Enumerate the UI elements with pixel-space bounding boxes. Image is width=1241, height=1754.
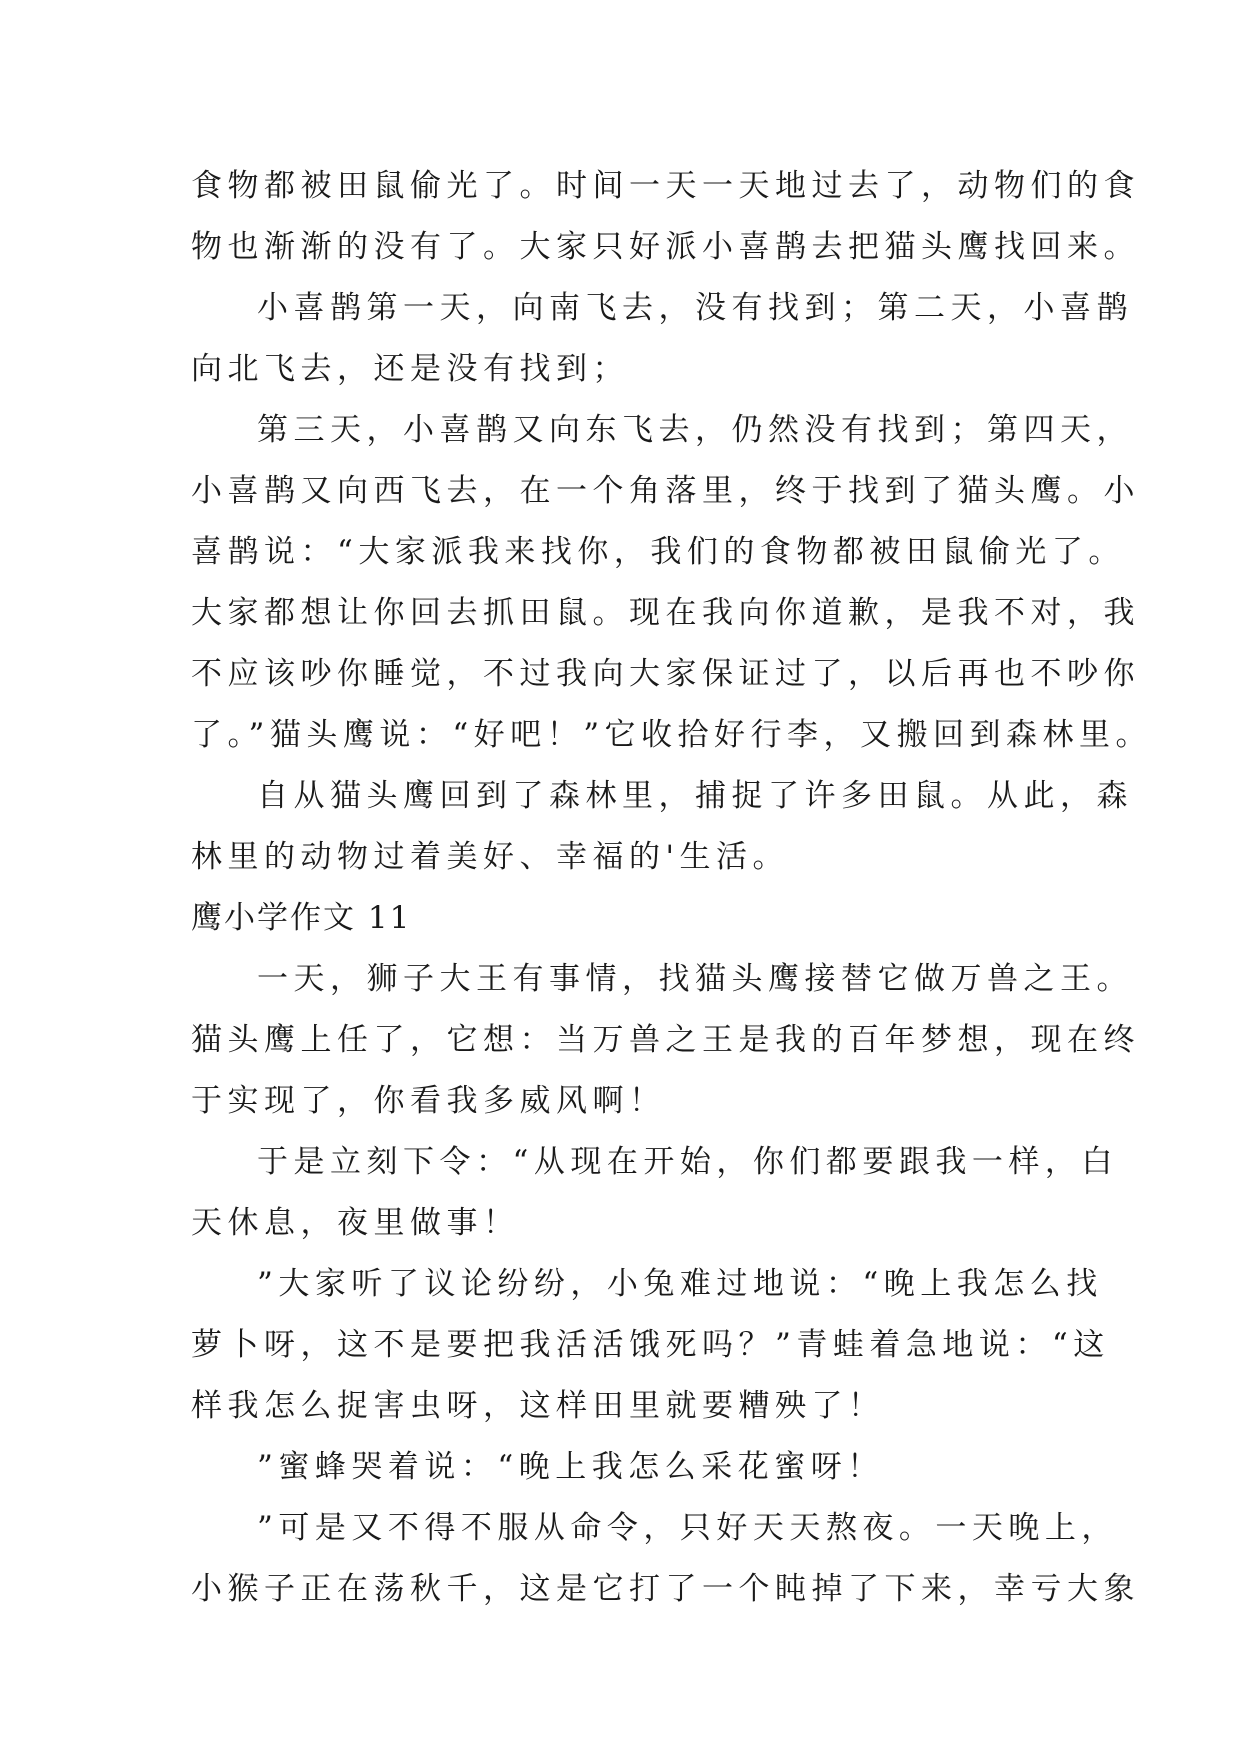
paragraph-start-line: ”大家听了议论纷纷，小兔难过地说：“晚上我怎么找 <box>257 1266 1103 1302</box>
text-line: 于实现了，你看我多威风啊！ <box>191 1083 666 1119</box>
text-line: 样我怎么捉害虫呀，这样田里就要糟殃了！ <box>191 1388 885 1424</box>
text-line: 向北飞去，还是没有找到； <box>191 351 629 387</box>
text-line: 萝卜呀，这不是要把我活活饿死吗？”青蛙着急地说：“这 <box>191 1327 1110 1363</box>
text-line: 食物都被田鼠偷光了。时间一天一天地过去了，动物们的食 <box>191 168 1140 204</box>
paragraph-start-line: 自从猫头鹰回到了森林里，捕捉了许多田鼠。从此，森 <box>257 778 1133 814</box>
paragraph-start-line: 于是立刻下令：“从现在开始，你们都要跟我一样，白 <box>257 1144 1118 1180</box>
text-line: 大家都想让你回去抓田鼠。现在我向你道歉，是我不对，我 <box>191 595 1140 631</box>
paragraph-start-line: 第三天，小喜鹊又向东飞去，仍然没有找到；第四天， <box>257 412 1133 448</box>
text-line: 猫头鹰上任了，它想：当万兽之王是我的百年梦想，现在终 <box>191 1022 1140 1058</box>
text-line: 小喜鹊又向西飞去，在一个角落里，终于找到了猫头鹰。小 <box>191 473 1140 509</box>
section-heading: 鹰小学作文 11 <box>191 900 412 936</box>
text-line: 天休息，夜里做事！ <box>191 1205 520 1241</box>
document-page <box>191 156 1153 1620</box>
text-line: 喜鹊说：“大家派我来找你，我们的食物都被田鼠偷光了。 <box>191 534 1125 570</box>
paragraph-start-line: 小喜鹊第一天，向南飞去，没有找到；第二天，小喜鹊 <box>257 290 1133 326</box>
text-line: 小猴子正在荡秋千，这是它打了一个盹掉了下来，幸亏大象 <box>191 1571 1140 1607</box>
text-line: 不应该吵你睡觉，不过我向大家保证过了，以后再也不吵你 <box>191 656 1140 692</box>
paragraph-start-line: 一天，狮子大王有事情，找猫头鹰接替它做万兽之王。 <box>257 961 1133 997</box>
text-line: 了。”猫头鹰说：“好吧！”它收拾好行李，又搬回到森林里。 <box>191 717 1153 753</box>
paragraph-start-line: ”蜜蜂哭着说：“晚上我怎么采花蜜呀！ <box>257 1449 884 1485</box>
paragraph-start-line: ”可是又不得不服从命令，只好天天熬夜。一天晚上， <box>257 1510 1118 1546</box>
text-line: 物也渐渐的没有了。大家只好派小喜鹊去把猫头鹰找回来。 <box>191 229 1140 265</box>
text-line: 林里的动物过着美好、幸福的'生活。 <box>191 839 790 875</box>
